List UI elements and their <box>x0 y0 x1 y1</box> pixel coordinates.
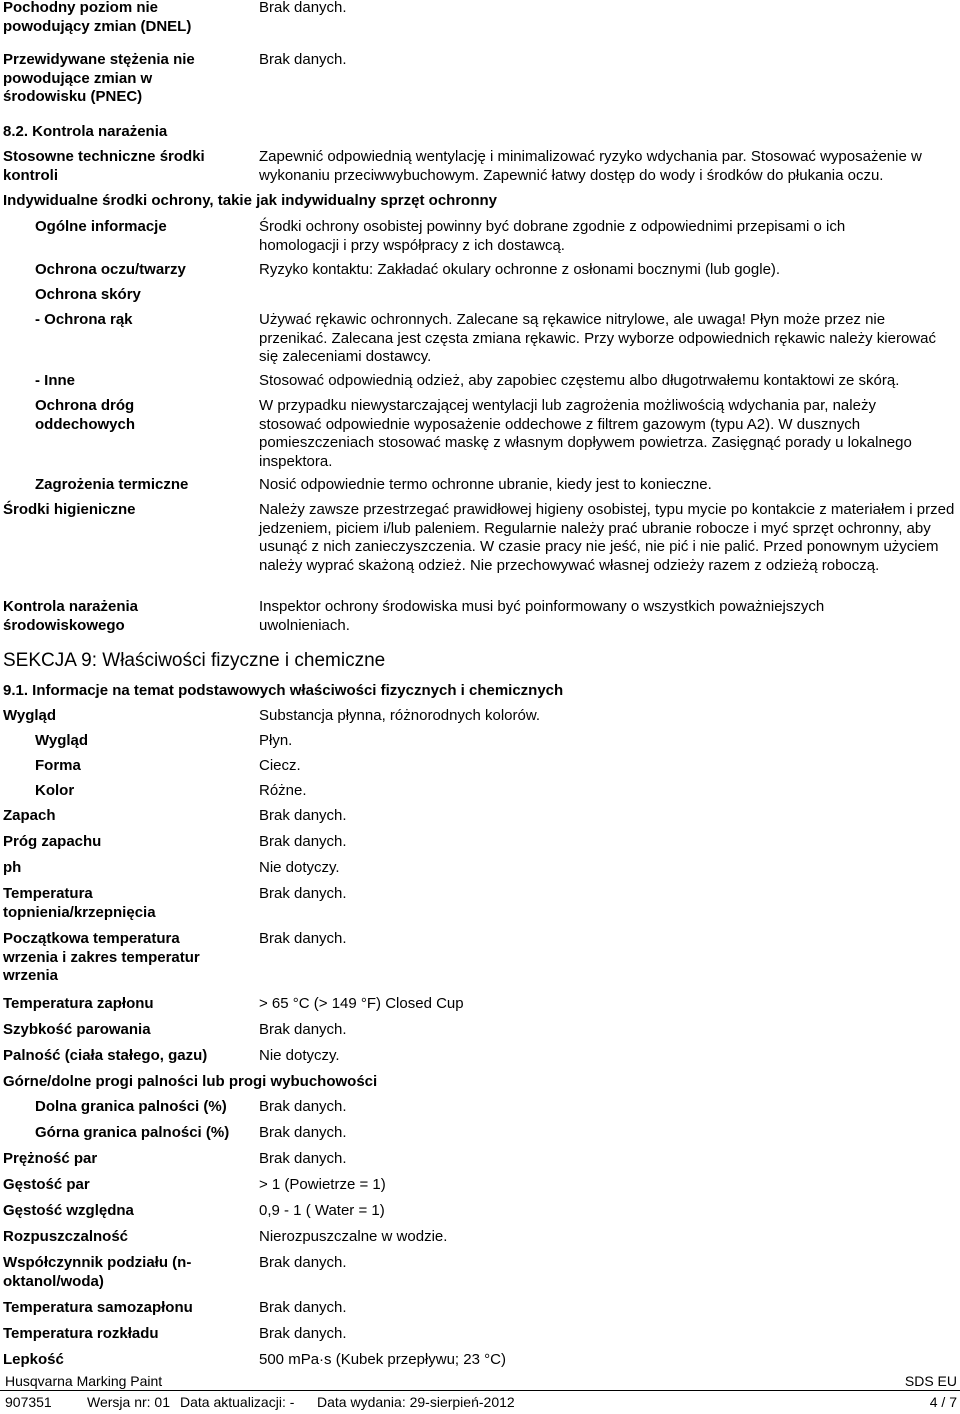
form-value: Ciecz. <box>259 757 301 774</box>
color-value: Różne. <box>259 782 307 799</box>
relative-density-value: 0,9 - 1 ( Water = 1) <box>259 1202 385 1219</box>
section-9-title: SEKCJA 9: Właściwości fizyczne i chemiczne <box>3 650 386 671</box>
viscosity-value: 500 mPa·s (Kubek przepływu; 23 °C) <box>259 1351 506 1368</box>
pnec-label: Przewidywane stężenia nie powodujące zmian w środowisku (PNEC) <box>3 51 195 105</box>
ph-value: Nie dotyczy. <box>259 859 340 876</box>
boiling-point-value: Brak danych. <box>259 930 347 947</box>
odor-value: Brak danych. <box>259 807 347 824</box>
footer-issue-date: Data wydania: 29-sierpień-2012 <box>317 1394 515 1410</box>
section-8-2-heading: 8.2. Kontrola narażenia <box>3 123 168 140</box>
evaporation-rate-label: Szybkość parowania <box>3 1021 151 1038</box>
solubility-label: Rozpuszczalność <box>3 1228 129 1245</box>
melting-point-value: Brak danych. <box>259 885 347 902</box>
dnel-value: Brak danych. <box>259 0 347 16</box>
autoignition-label: Temperatura samozapłonu <box>3 1299 193 1316</box>
thermal-hazards-value: Nosić odpowiednie termo ochronne ubranie, kiedy jest to konieczne. <box>259 476 712 493</box>
footer-page-number: 4 / 7 <box>929 1394 957 1410</box>
odor-threshold-value: Brak danych. <box>259 833 347 850</box>
general-info-label: Ogólne informacje <box>35 218 167 235</box>
footer-product-number: 907351 <box>5 1394 52 1410</box>
flash-point-label: Temperatura zapłonu <box>3 995 154 1012</box>
flash-point-value: > 65 °C (> 149 °F) Closed Cup <box>259 995 464 1012</box>
partition-coefficient-value: Brak danych. <box>259 1254 347 1271</box>
appearance-sub-label: Wygląd <box>35 732 89 749</box>
appearance-sub-value: Płyn. <box>259 732 293 749</box>
ppe-heading: Indywidualne środki ochrony, takie jak indywidualny sprzęt ochronny <box>3 192 497 209</box>
explosive-limits-heading: Górne/dolne progi palności lub progi wybuchowości <box>3 1073 378 1090</box>
env-exposure-label: Kontrola narażenia środowiskowego <box>3 598 139 634</box>
appearance-value: Substancja płynna, różnorodnych kolorów. <box>259 707 541 724</box>
lower-limit-value: Brak danych. <box>259 1098 347 1115</box>
other-protection-label: - Inne <box>35 372 75 389</box>
autoignition-value: Brak danych. <box>259 1299 347 1316</box>
footer-doc-type: SDS EU <box>904 1373 957 1389</box>
eye-protection-value: Ryzyko kontaktu: Zakładać okulary ochronne z osłonami bocznymi (lub gogle). <box>259 261 781 278</box>
decomposition-value: Brak danych. <box>259 1325 347 1342</box>
odor-label: Zapach <box>3 807 56 824</box>
upper-limit-value: Brak danych. <box>259 1124 347 1141</box>
relative-density-label: Gęstość względna <box>3 1202 134 1219</box>
eye-protection-label: Ochrona oczu/twarzy <box>35 261 186 278</box>
evaporation-rate-value: Brak danych. <box>259 1021 347 1038</box>
partition-coefficient-label: Współczynnik podziału (n-oktanol/woda) <box>3 1254 192 1290</box>
hygiene-label: Środki higieniczne <box>3 501 136 518</box>
flammability-label: Palność (ciała stałego, gazu) <box>3 1047 208 1064</box>
boiling-point-label: Początkowa temperatura wrzenia i zakres temperatur wrzenia <box>3 930 200 984</box>
engineering-controls-value: Zapewnić odpowiednią wentylację i minimalizować ryzyko wdychania par. Stosować wyposażenie w wykonaniu przeciwwybuchowym. Zapewnić łatwy dostęp do wody i środków do płukania oczu. <box>259 148 922 184</box>
respiratory-protection-value: W przypadku niewystarczającej wentylacji lub zagrożenia możliwością wdychania par, należy stosować odpowiednie wyposażenie oddechowe z filtrem gazowym (typu A2). W dusznych pomieszczeniach stosować maskę z własnym dopływem powietrza. Zasięgnąć porady u lokalnego inspektora. <box>259 397 912 470</box>
hygiene-value: Należy zawsze przestrzegać prawidłowej higieny osobistej, typu mycie po kontakcie z materiałem i przed jedzeniem, piciem i/lub paleniem. Regularnie należy prać ubranie robocze i myć sprzęt ochronny, aby usunąć z nich zanieczyszczenia. W czasie pracy nie jeść, nie pić i nie palić. Przed ponownym użyciem należy wyprać skażoną odzież. Nie przechowywać własnej odzieży razem z odzieżą roboczą. <box>259 501 955 574</box>
env-exposure-value: Inspektor ochrony środowiska musi być poinformowany o wszystkich poważniejszych uwolnieniach. <box>259 598 825 634</box>
pnec-value: Brak danych. <box>259 51 347 68</box>
ph-label: ph <box>3 859 22 876</box>
flammability-value: Nie dotyczy. <box>259 1047 340 1064</box>
respiratory-protection-label: Ochrona dróg oddechowych <box>35 397 136 433</box>
footer-company: Husqvarna Marking Paint <box>5 1373 163 1389</box>
appearance-label: Wygląd <box>3 707 57 724</box>
decomposition-label: Temperatura rozkładu <box>3 1325 159 1342</box>
melting-point-label: Temperatura topnienia/krzepnięcia <box>3 885 156 921</box>
footer-version: Wersja nr: 01 <box>87 1394 170 1410</box>
other-protection-value: Stosować odpowiednią odzież, aby zapobiec częstemu albo długotrwałemu kontaktowi ze skórą. <box>259 372 900 389</box>
vapor-density-value: > 1 (Powietrze = 1) <box>259 1176 386 1193</box>
lower-limit-label: Dolna granica palności (%) <box>35 1098 227 1115</box>
section-9-1-heading: 9.1. Informacje na temat podstawowych właściwości fizycznych i chemicznych <box>3 682 564 699</box>
upper-limit-label: Górna granica palności (%) <box>35 1124 230 1141</box>
vapor-density-label: Gęstość par <box>3 1176 90 1193</box>
form-label: Forma <box>35 757 81 774</box>
odor-threshold-label: Próg zapachu <box>3 833 102 850</box>
general-info-value: Środki ochrony osobistej powinny być dobrane zgodnie z odpowiednimi przepisami o ich homologacji i przy współpracy z ich dostawcą. <box>259 218 846 254</box>
hand-protection-label: - Ochrona rąk <box>35 311 133 328</box>
thermal-hazards-label: Zagrożenia termiczne <box>35 476 189 493</box>
dnel-label: Pochodny poziom nie powodujący zmian (DNEL) <box>3 0 192 35</box>
viscosity-label: Lepkość <box>3 1351 64 1368</box>
hand-protection-value: Używać rękawic ochronnych. Zalecane są rękawice nitrylowe, ale uwaga! Płyn może przez nie przenikać. Zalecana jest częsta zmiana rękawic. Przy wyborze odpowiednich rękawic należy kierować się zaleceniami dostawcy. <box>259 311 936 365</box>
footer-revision-date: Data aktualizacji: - <box>180 1394 295 1410</box>
solubility-value: Nierozpuszczalne w wodzie. <box>259 1228 448 1245</box>
footer-divider <box>0 1390 960 1391</box>
vapor-pressure-value: Brak danych. <box>259 1150 347 1167</box>
color-label: Kolor <box>35 782 75 799</box>
engineering-controls-label: Stosowne techniczne środki kontroli <box>3 148 205 184</box>
vapor-pressure-label: Prężność par <box>3 1150 98 1167</box>
skin-protection-label: Ochrona skóry <box>35 286 141 303</box>
